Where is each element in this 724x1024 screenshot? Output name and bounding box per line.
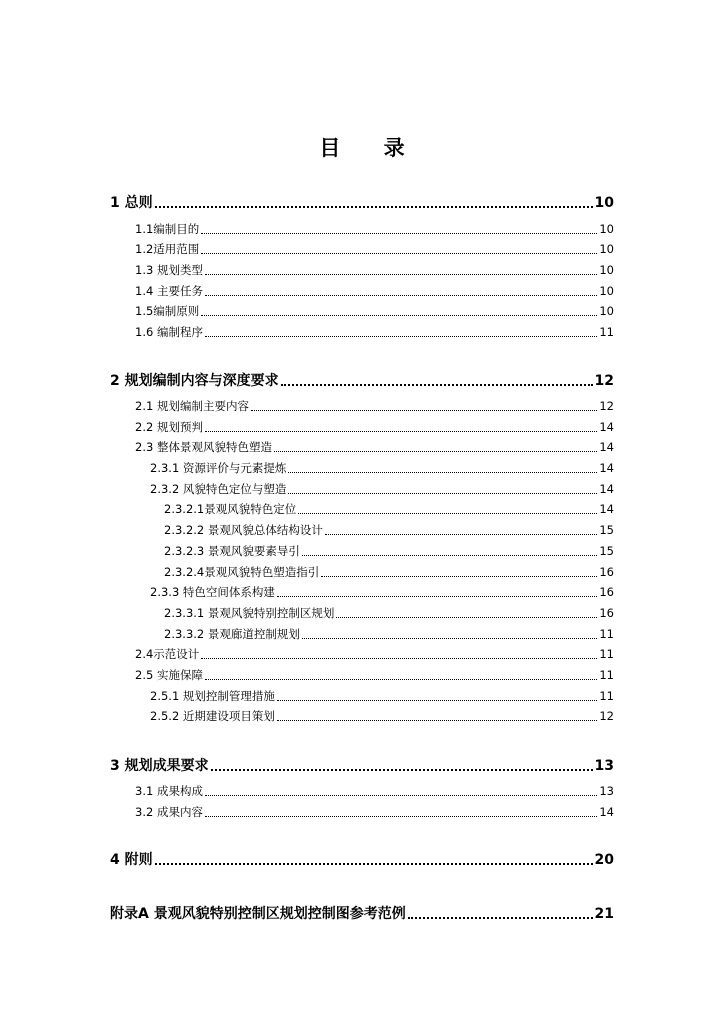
toc-entry-label: 2.3.3 特色空间体系构建 bbox=[150, 585, 275, 599]
toc-entry-page: 10 bbox=[599, 222, 614, 236]
toc-entry-page: 10 bbox=[599, 263, 614, 277]
toc-leader-dots bbox=[281, 383, 593, 386]
toc-leader-dots bbox=[205, 273, 597, 275]
toc-entry-3-1[interactable] bbox=[135, 783, 614, 799]
toc-entry-page: 11 bbox=[599, 325, 614, 339]
toc-entry-page: 10 bbox=[599, 304, 614, 318]
toc-entry-page: 10 bbox=[599, 284, 614, 298]
toc-entry-label: 2.4示范设计 bbox=[135, 647, 200, 661]
toc-entry-1-6[interactable] bbox=[135, 324, 614, 340]
toc-leader-dots bbox=[321, 575, 597, 577]
toc-leader-dots bbox=[155, 862, 593, 865]
toc-entry-label: 2.3 整体景观风貌特色塑造 bbox=[135, 440, 272, 454]
toc-entry-page: 14 bbox=[599, 482, 614, 496]
toc-leader-dots bbox=[274, 450, 597, 452]
toc-leader-dots bbox=[302, 637, 597, 639]
toc-entry-2-3-3[interactable] bbox=[150, 584, 614, 600]
toc-entry-page: 12 bbox=[599, 399, 614, 413]
toc-entry-3[interactable] bbox=[110, 755, 614, 775]
toc-entry-2-3-2-4[interactable] bbox=[164, 564, 614, 580]
toc-entry-page: 10 bbox=[594, 195, 614, 211]
toc-entry-1-5[interactable] bbox=[135, 303, 614, 319]
toc-leader-dots bbox=[201, 232, 597, 234]
toc-entry-2-3-2-1[interactable] bbox=[164, 501, 614, 517]
toc-entry-2-5-1[interactable] bbox=[150, 688, 614, 704]
toc-entry-label: 2.5.2 近期建设项目策划 bbox=[150, 709, 275, 723]
toc-leader-dots bbox=[288, 492, 597, 494]
toc-entry-label: 4 附则 bbox=[110, 852, 153, 868]
toc-leader-dots bbox=[336, 616, 597, 618]
toc-entry-1-3[interactable] bbox=[135, 262, 614, 278]
toc-entry-page: 16 bbox=[599, 606, 614, 620]
toc-entry-1-2[interactable] bbox=[135, 241, 614, 257]
toc-entry-appendix-a[interactable] bbox=[110, 903, 614, 923]
toc-entry-page: 13 bbox=[594, 758, 614, 774]
toc-entry-label: 2.3.2.1景观风貌特色定位 bbox=[164, 502, 297, 516]
toc-entry-2-1[interactable] bbox=[135, 398, 614, 414]
toc-entry-2-3-3-2[interactable] bbox=[164, 626, 614, 642]
toc-leader-dots bbox=[205, 335, 597, 337]
toc-leader-dots bbox=[251, 409, 597, 411]
toc-entry-label: 2.3.2.3 景观风貌要素导引 bbox=[164, 544, 300, 558]
toc-leader-dots bbox=[201, 657, 597, 659]
toc-leader-dots bbox=[277, 719, 597, 721]
toc-entry-page: 11 bbox=[599, 647, 614, 661]
toc-entry-page: 16 bbox=[599, 585, 614, 599]
toc-leader-dots bbox=[205, 794, 597, 796]
toc-entry-page: 11 bbox=[599, 668, 614, 682]
toc-entry-label: 1.4 主要任务 bbox=[135, 284, 203, 298]
toc-entry-2[interactable] bbox=[110, 370, 614, 390]
toc-leader-dots bbox=[302, 554, 597, 556]
toc-leader-dots bbox=[325, 533, 597, 535]
toc-entry-2-3[interactable] bbox=[135, 439, 614, 455]
toc-entry-label: 1.6 编制程序 bbox=[135, 325, 203, 339]
toc-entry-label: 3.1 成果构成 bbox=[135, 784, 203, 798]
toc-entry-label: 1.3 规划类型 bbox=[135, 263, 203, 277]
toc-entry-label: 2.5 实施保障 bbox=[135, 668, 203, 682]
toc-entry-label: 2.3.2.4景观风貌特色塑造指引 bbox=[164, 565, 320, 579]
toc-entry-label: 3.2 成果内容 bbox=[135, 805, 203, 819]
toc-entry-label: 2.1 规划编制主要内容 bbox=[135, 399, 249, 413]
toc-entry-1[interactable] bbox=[110, 192, 614, 212]
toc-entry-label: 2.3.3.1 景观风貌特别控制区规划 bbox=[164, 606, 335, 620]
toc-entry-page: 14 bbox=[599, 502, 614, 516]
toc-entry-label: 1.5编制原则 bbox=[135, 304, 200, 318]
toc-leader-dots bbox=[288, 471, 597, 473]
toc-entry-page: 12 bbox=[594, 373, 614, 389]
toc-leader-dots bbox=[205, 294, 597, 296]
toc-entry-page: 11 bbox=[599, 627, 614, 641]
toc-entry-label: 2.3.2 风貌特色定位与塑造 bbox=[150, 482, 287, 496]
toc-leader-dots bbox=[298, 512, 597, 514]
toc-entry-page: 13 bbox=[599, 784, 614, 798]
toc-leader-dots bbox=[211, 768, 593, 771]
toc-leader-dots bbox=[277, 595, 597, 597]
toc-leader-dots bbox=[201, 252, 597, 254]
toc-entry-label: 2 规划编制内容与深度要求 bbox=[110, 373, 279, 389]
toc-leader-dots bbox=[155, 205, 593, 208]
toc-entry-page: 12 bbox=[599, 709, 614, 723]
toc-entry-3-2[interactable] bbox=[135, 804, 614, 820]
toc-entry-2-3-3-1[interactable] bbox=[164, 605, 614, 621]
toc-entry-page: 14 bbox=[599, 461, 614, 475]
toc-entry-page: 14 bbox=[599, 440, 614, 454]
toc-entry-4[interactable] bbox=[110, 849, 614, 869]
toc-entry-label: 2.2 规划预判 bbox=[135, 420, 203, 434]
toc-entry-2-3-1[interactable] bbox=[150, 460, 614, 476]
toc-entry-page: 14 bbox=[599, 805, 614, 819]
toc-entry-2-3-2-2[interactable] bbox=[164, 522, 614, 538]
toc-leader-dots bbox=[205, 678, 597, 680]
toc-entry-page: 15 bbox=[599, 523, 614, 537]
toc-entry-page: 14 bbox=[599, 420, 614, 434]
toc-entry-2-3-2[interactable] bbox=[150, 481, 614, 497]
toc-entry-1-4[interactable] bbox=[135, 283, 614, 299]
toc-entry-page: 10 bbox=[599, 242, 614, 256]
toc-entry-page: 15 bbox=[599, 544, 614, 558]
toc-entry-label: 1.2适用范围 bbox=[135, 242, 200, 256]
toc-entry-2-2[interactable] bbox=[135, 419, 614, 435]
toc-entry-label: 1.1编制目的 bbox=[135, 222, 200, 236]
toc-entry-label: 2.5.1 规划控制管理措施 bbox=[150, 689, 275, 703]
toc-entry-label: 2.3.3.2 景观廊道控制规划 bbox=[164, 627, 300, 641]
toc-leader-dots bbox=[277, 699, 597, 701]
toc-entry-page: 16 bbox=[599, 565, 614, 579]
toc-entry-2-3-2-3[interactable] bbox=[164, 543, 614, 559]
toc-leader-dots bbox=[205, 815, 597, 817]
toc-entry-page: 20 bbox=[594, 852, 614, 868]
toc-entry-label: 2.3.2.2 景观风貌总体结构设计 bbox=[164, 523, 323, 537]
toc-entry-2-5-2[interactable] bbox=[150, 708, 614, 724]
toc-entry-label: 附录A 景观风貌特别控制区规划控制图参考范例 bbox=[110, 906, 406, 922]
toc-entry-label: 3 规划成果要求 bbox=[110, 758, 209, 774]
toc-entry-2-5[interactable] bbox=[135, 667, 614, 683]
toc-entry-2-4[interactable] bbox=[135, 646, 614, 662]
toc-leader-dots bbox=[201, 314, 597, 316]
toc-entry-page: 11 bbox=[599, 689, 614, 703]
toc-entry-label: 2.3.1 资源评价与元素提炼 bbox=[150, 461, 287, 475]
toc-entry-page: 21 bbox=[594, 906, 614, 922]
toc-leader-dots bbox=[205, 430, 597, 432]
toc-leader-dots bbox=[408, 916, 593, 919]
toc-entry-1-1[interactable] bbox=[135, 221, 614, 237]
toc-entry-label: 1 总则 bbox=[110, 195, 153, 211]
page-title: 目 录 bbox=[319, 136, 423, 160]
